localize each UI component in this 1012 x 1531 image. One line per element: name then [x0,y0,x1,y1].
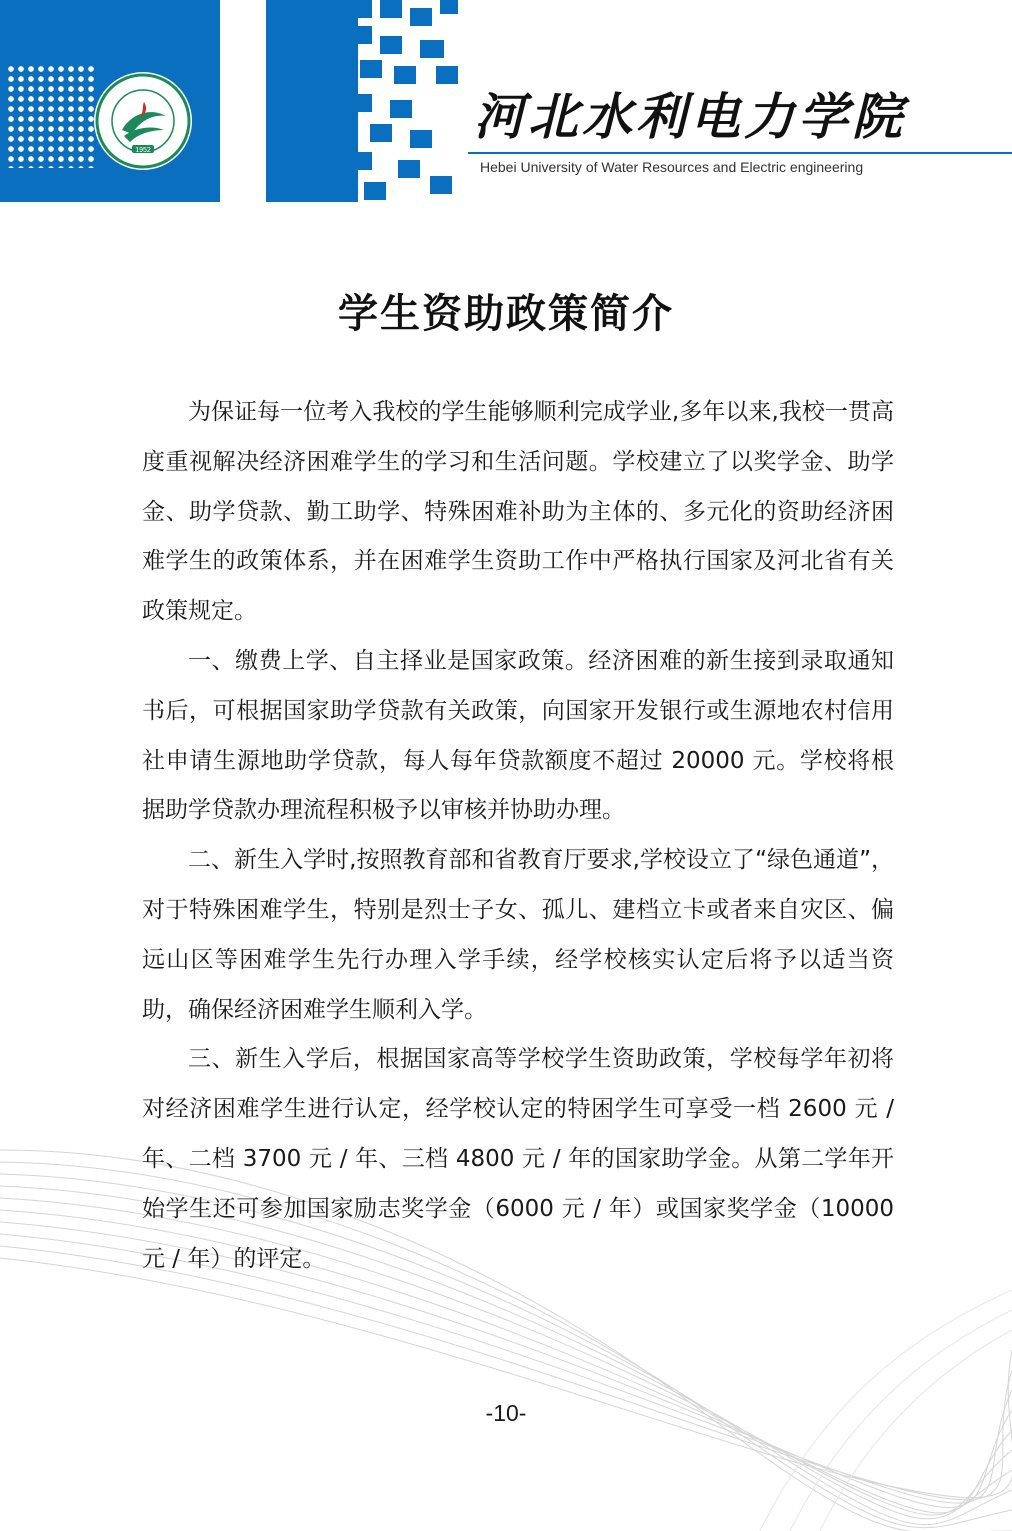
dot-pattern [6,64,94,168]
paragraph-intro: 为保证每一位考入我校的学生能够顺利完成学业,多年以来,我校一贯高度重视解决经济困难学生的学习和生活问题。学校建立了以奖学金、助学金、助学贷款、勤工助学、特殊困难补助为主体的、多元化的资助经济困难学生的政策体系，并在困难学生资助工作中严格执行国家及河北省有关政策规定。 [142,399,894,625]
page-title: 学生资助政策简介 [338,290,674,337]
svg-text:1952: 1952 [135,147,151,154]
school-name-cn-text: 河北水利电力学院 [474,87,906,146]
paragraph-grants-scholarships: 三、新生入学后，根据国家高等学校学生资助政策，学校每学年初将对经济困难学生进行认定，经学校认定的特困学生可享受一档 2600 元 / 年、二档 3700 元 / 年、三档 4800 元 / 年的国家助学金。从第二学年开始学生还可参加国家励志奖学金（6000 元 / 年）或国家奖学金（10000 元 / 年）的评定。 [142,1046,894,1272]
paragraph-loan-policy: 一、缴费上学、自主择业是国家政策。经济困难的新生接到录取通知书后，可根据国家助学贷款有关政策，向国家开发银行或生源地农村信用社申请生源地助学贷款，每人每年贷款额度不超过 20000 元。学校将根据助学贷款办理流程积极予以审核并协助办理。 [142,647,894,824]
paragraph-green-channel: 二、新生入学时,按照教育部和省教育厅要求,学校设立了“绿色通道”，对于特殊困难学生，特别是烈士子女、孤儿、建档立卡或者来自灾区、偏远山区等困难学生先行办理入学手续，经学校核实认定后将予以适当资助，确保经济困难学生顺利入学。 [142,847,894,1023]
university-seal-icon [94,72,192,170]
pixel-mosaic-decoration [350,0,460,202]
policy-body [142,388,894,1284]
header-divider [468,152,1012,154]
school-name-calligraphy [470,80,1010,150]
header-blue-stripe [266,0,358,202]
school-name-en: Hebei University of Water Resources and Electric engineering [480,159,864,175]
page-number: -10- [485,1400,527,1426]
